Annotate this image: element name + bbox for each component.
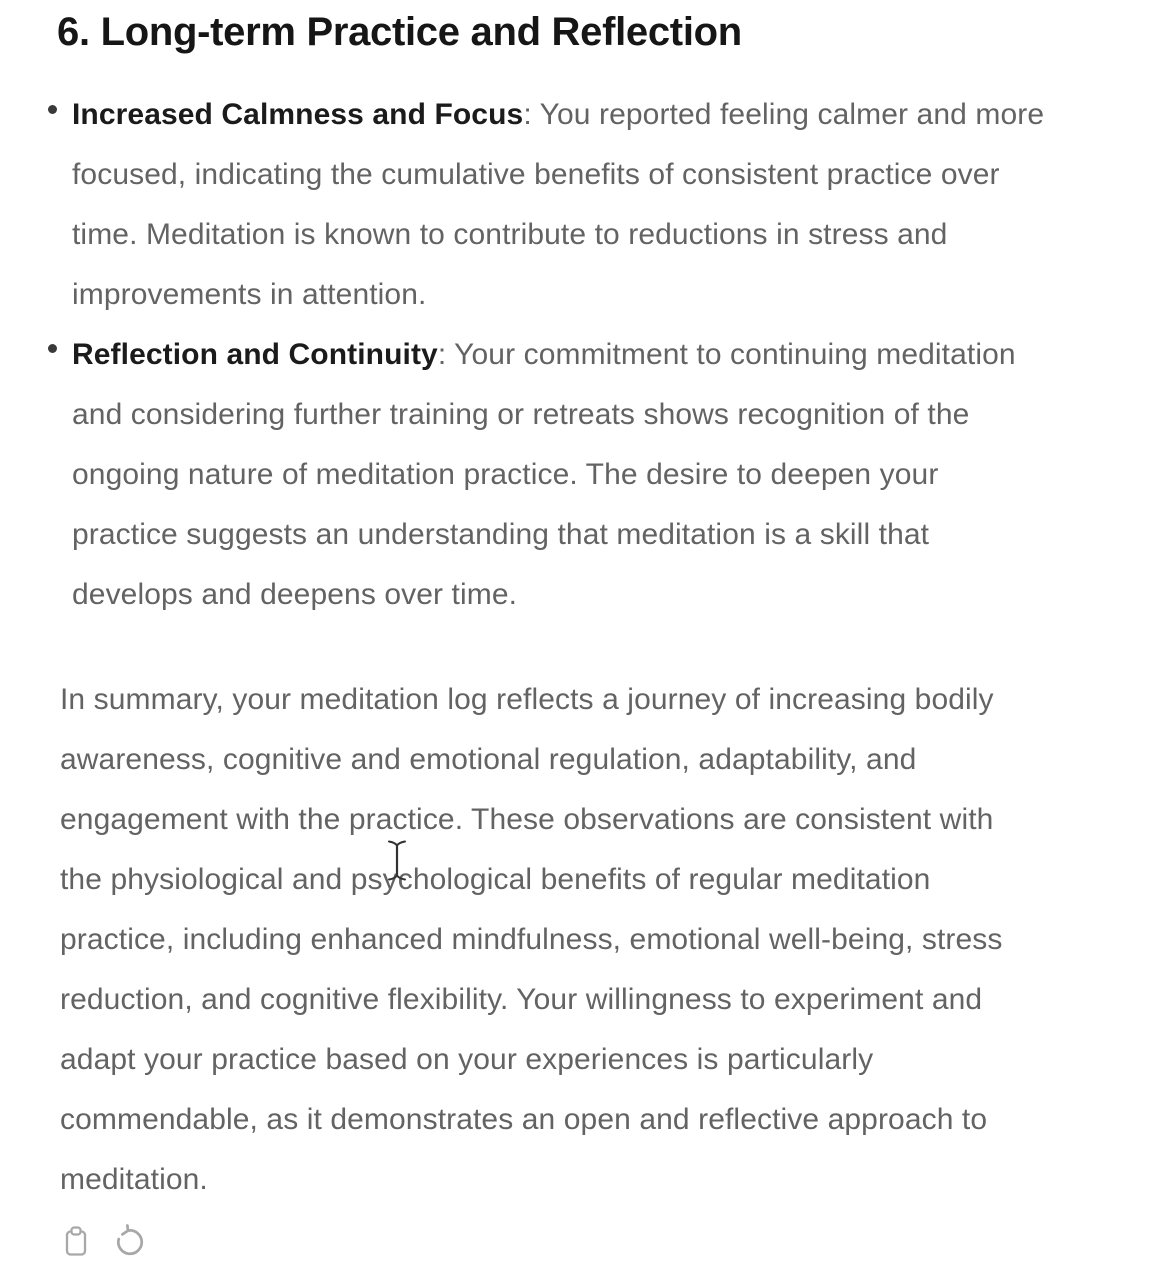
paragraph-line: meditation. bbox=[60, 1163, 208, 1196]
bullet-item-line: focused, indicating the cumulative benefits of consistent practice over bbox=[72, 158, 1000, 191]
paragraph-line: adapt your practice based on your experiences is particularly bbox=[60, 1043, 874, 1076]
bullet-line-text: : Your commitment to continuing meditation bbox=[437, 338, 1016, 371]
bullet-lead-text: Increased Calmness and Focus bbox=[72, 98, 524, 131]
bullet-icon bbox=[48, 344, 57, 353]
bullet-lead-text: Reflection and Continuity bbox=[72, 338, 438, 371]
bullet-item-line: ongoing nature of meditation practice. The desire to deepen your bbox=[72, 458, 939, 491]
section-heading: 6. Long-term Practice and Reflection bbox=[57, 10, 742, 54]
regenerate-icon bbox=[113, 1224, 147, 1258]
bullet-icon bbox=[48, 105, 57, 114]
paragraph-line: In summary, your meditation log reflects a journey of increasing bodily bbox=[60, 683, 994, 716]
paragraph-line: practice, including enhanced mindfulness, emotional well-being, stress bbox=[60, 923, 1003, 956]
bullet-item-line bbox=[72, 85, 1044, 145]
bullet-list bbox=[72, 85, 1044, 625]
bullet-item-line: improvements in attention. bbox=[72, 278, 427, 311]
paragraph-line: commendable, as it demonstrates an open and reflective approach to bbox=[60, 1103, 988, 1136]
bullet-line-text: : You reported feeling calmer and more bbox=[523, 98, 1045, 131]
paragraph-line: engagement with the practice. These observations are consistent with bbox=[60, 803, 994, 836]
message-actions bbox=[56, 1219, 150, 1263]
copy-icon bbox=[62, 1224, 90, 1258]
copy-button[interactable] bbox=[56, 1219, 96, 1263]
bullet-item-line: practice suggests an understanding that meditation is a skill that bbox=[72, 518, 930, 551]
paragraph-line: the physiological and psychological benefits of regular meditation bbox=[60, 863, 931, 896]
bullet-item-line: develops and deepens over time. bbox=[72, 578, 518, 611]
bullet-item-line: and considering further training or retreats shows recognition of the bbox=[72, 398, 970, 431]
regenerate-button[interactable] bbox=[110, 1219, 150, 1263]
bullet-item-line bbox=[72, 325, 1044, 385]
paragraph-line: reduction, and cognitive flexibility. Your willingness to experiment and bbox=[60, 983, 983, 1016]
paragraph-line: awareness, cognitive and emotional regulation, adaptability, and bbox=[60, 743, 917, 776]
summary-paragraph bbox=[60, 670, 1003, 1210]
bullet-item-line: time. Meditation is known to contribute to reductions in stress and bbox=[72, 218, 948, 251]
